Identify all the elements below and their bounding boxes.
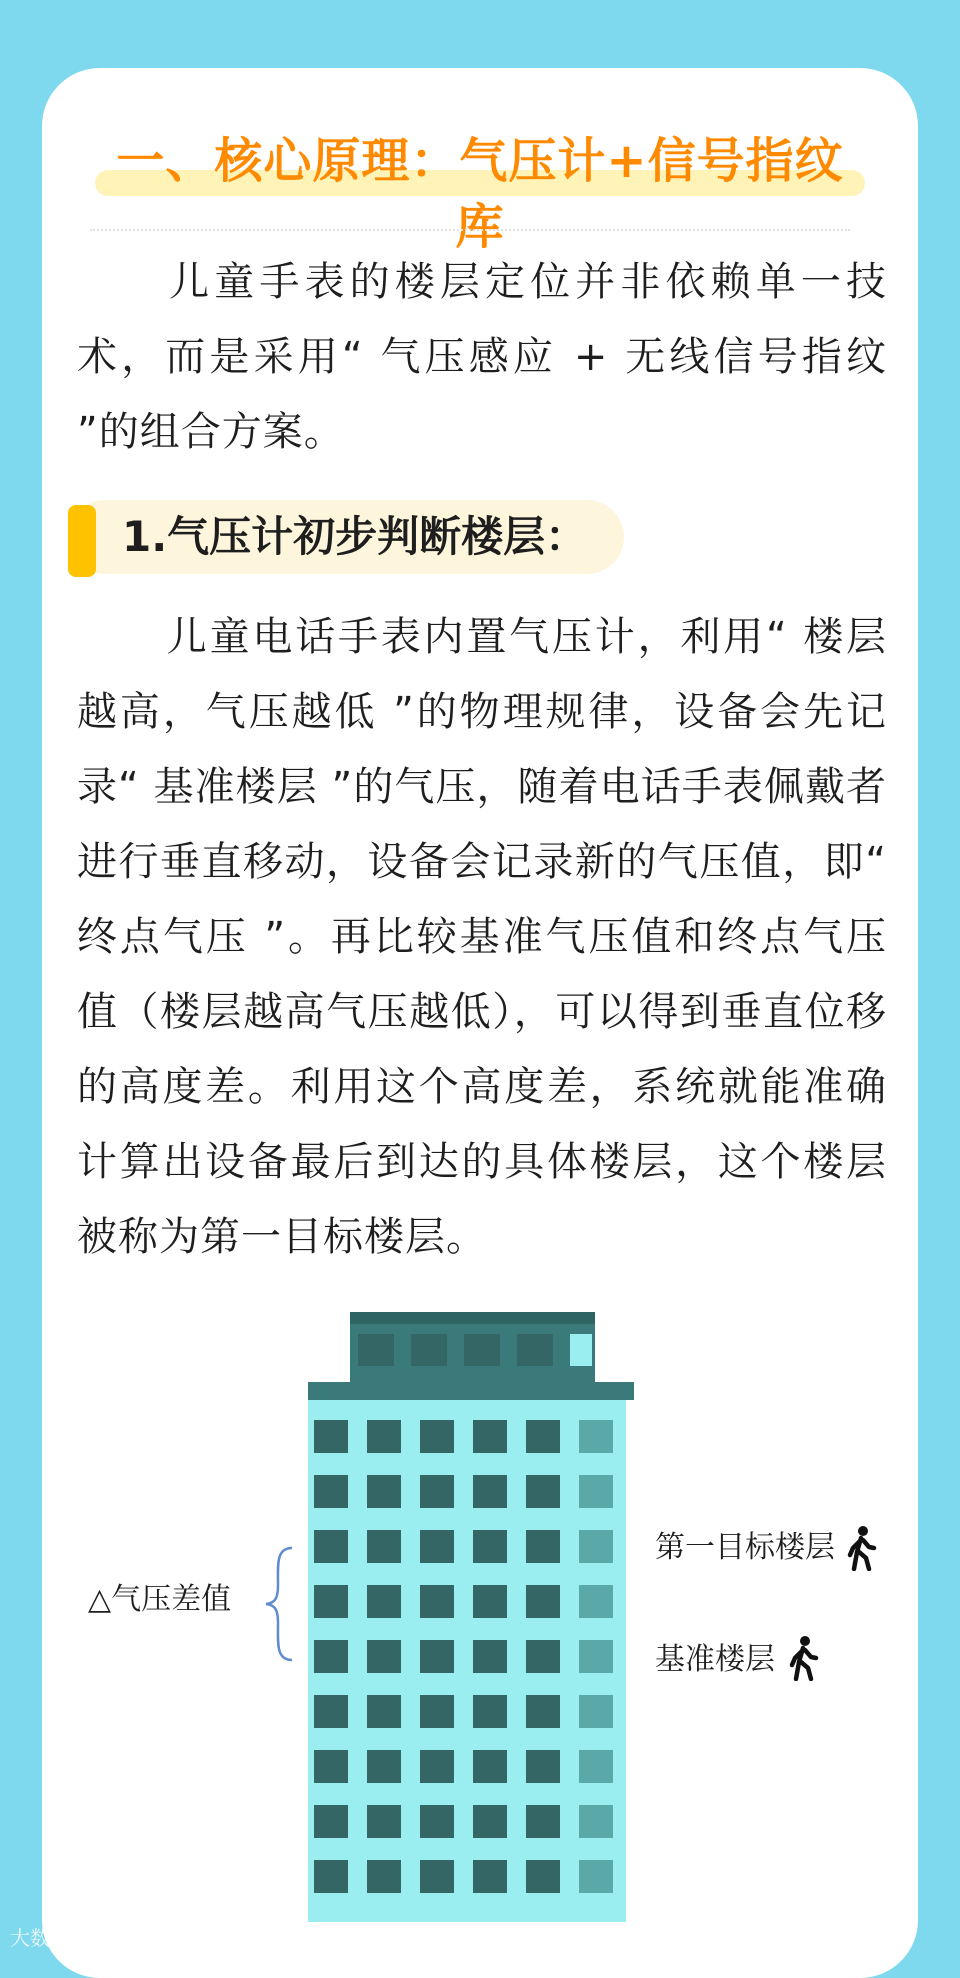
window: [464, 1334, 500, 1366]
window: [420, 1640, 454, 1673]
window: [517, 1334, 553, 1366]
window: [314, 1640, 348, 1673]
window: [473, 1860, 507, 1893]
window: [579, 1475, 613, 1508]
window: [579, 1805, 613, 1838]
roof-ledge: [308, 1382, 634, 1400]
window: [367, 1640, 401, 1673]
body-paragraph: [77, 600, 887, 1275]
building-illustration: [300, 1310, 640, 1925]
intro-text: 儿童手表的楼层定位并非依赖单一技术，而是采用“ 气压感应 + 无线信号指纹 ”的组合方案。: [77, 259, 887, 455]
base-floor-label: 基准楼层: [655, 1642, 775, 1677]
window: [314, 1530, 348, 1563]
window: [473, 1475, 507, 1508]
window: [526, 1750, 560, 1783]
dotted-divider: [90, 229, 850, 231]
window: [473, 1695, 507, 1728]
window: [473, 1530, 507, 1563]
window: [420, 1695, 454, 1728]
window: [420, 1420, 454, 1453]
window: [314, 1805, 348, 1838]
window: [367, 1695, 401, 1728]
pressure-brace: [262, 1545, 296, 1663]
section-title: 一、核心原理：气压计+信号指纹库: [116, 133, 844, 255]
window: [358, 1334, 394, 1366]
window: [367, 1860, 401, 1893]
window: [526, 1860, 560, 1893]
window: [579, 1750, 613, 1783]
window: [411, 1334, 447, 1366]
window: [473, 1805, 507, 1838]
walking-person-icon: [846, 1525, 878, 1571]
window: [526, 1475, 560, 1508]
window: [420, 1585, 454, 1618]
walking-person-icon: [788, 1635, 820, 1681]
window: [314, 1695, 348, 1728]
window: [526, 1585, 560, 1618]
pressure-difference-label: △气压差值: [88, 1582, 232, 1617]
window: [526, 1530, 560, 1563]
window: [420, 1750, 454, 1783]
body-text: 儿童电话手表内置气压计，利用“ 楼层越高，气压越低 ”的物理规律，设备会先记录“ 基准楼层 ”的气压，随着电话手表佩戴者进行垂直移动，设备会记录新的气压值，即“ 终点气压 ”。再比较基准气压值和终点气压值（楼层越高气压越低），可以得到垂直位移的高度差。利用这个高度差，系统就能准确计算出设备最后到达的具体楼层，这个楼层被称为第一目标楼层。: [77, 614, 887, 1260]
subsection-accent-bar: [68, 505, 96, 577]
building-body: [308, 1400, 626, 1922]
watermark: 大数跨境: [10, 1926, 90, 1950]
window: [579, 1860, 613, 1893]
window: [579, 1695, 613, 1728]
window: [367, 1530, 401, 1563]
window: [367, 1585, 401, 1618]
window: [367, 1750, 401, 1783]
window: [570, 1334, 592, 1366]
window: [314, 1420, 348, 1453]
window: [526, 1695, 560, 1728]
window: [579, 1640, 613, 1673]
window: [473, 1585, 507, 1618]
window: [367, 1420, 401, 1453]
window: [314, 1860, 348, 1893]
window: [367, 1475, 401, 1508]
window: [314, 1750, 348, 1783]
window: [579, 1585, 613, 1618]
window: [367, 1805, 401, 1838]
window: [473, 1640, 507, 1673]
window: [420, 1860, 454, 1893]
window: [420, 1475, 454, 1508]
window: [579, 1420, 613, 1453]
window: [473, 1750, 507, 1783]
subsection-title: 1.气压计初步判断楼层：: [122, 512, 588, 561]
window: [314, 1585, 348, 1618]
target-floor-label: 第一目标楼层: [655, 1530, 835, 1565]
window: [526, 1640, 560, 1673]
window: [473, 1420, 507, 1453]
window: [579, 1530, 613, 1563]
intro-paragraph: [77, 245, 887, 470]
window: [420, 1805, 454, 1838]
window: [420, 1530, 454, 1563]
window: [526, 1805, 560, 1838]
window: [526, 1420, 560, 1453]
window: [314, 1475, 348, 1508]
